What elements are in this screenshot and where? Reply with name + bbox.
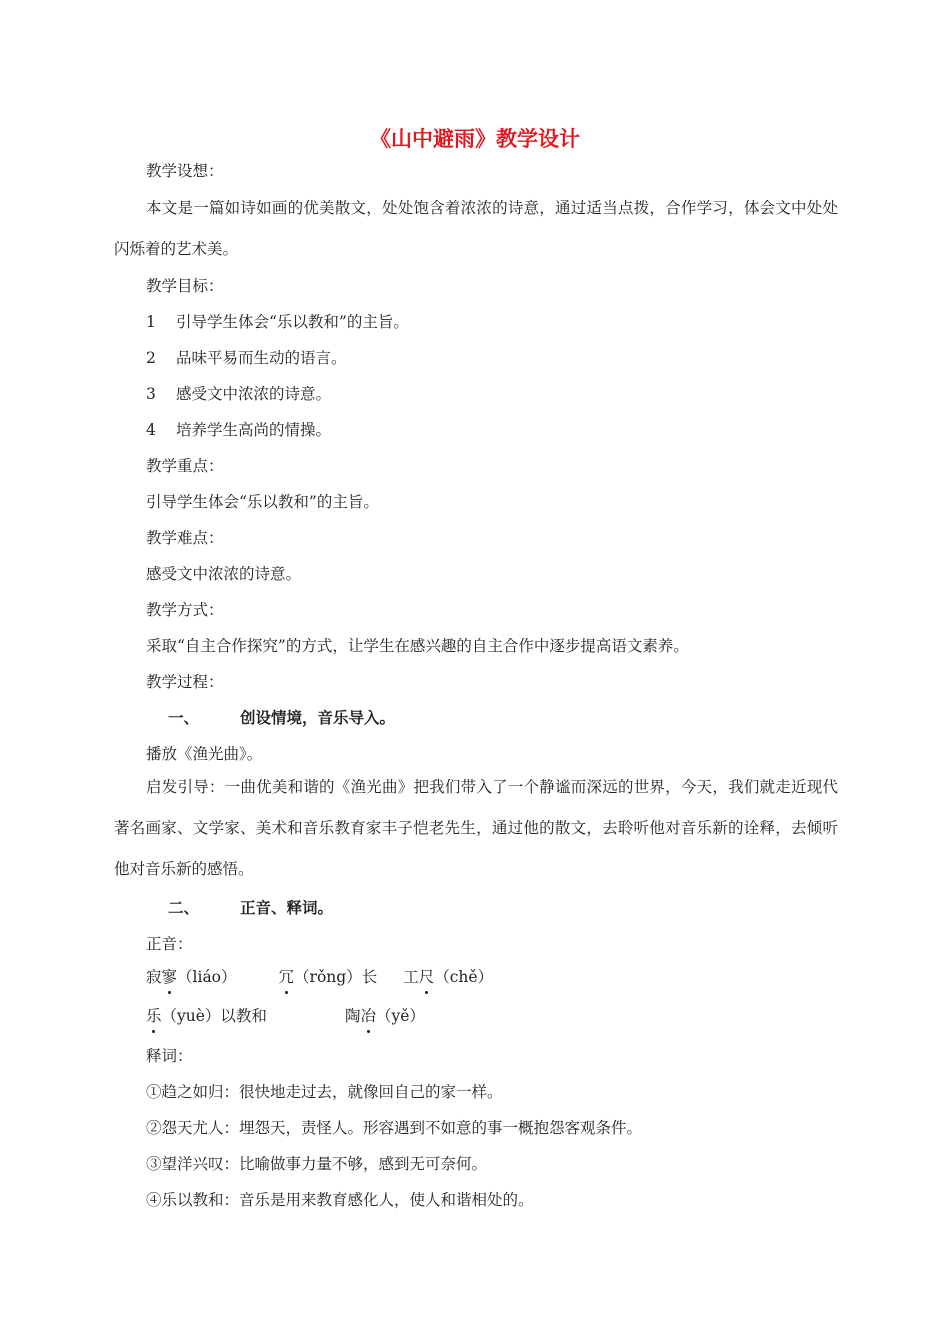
key-point-text: 引导学生体会“乐以教和”的主旨。 [146, 493, 379, 511]
pron-row [146, 966, 493, 988]
key-point-heading: 教学重点： [146, 457, 224, 475]
pron-item: 寂寥（liáo） [146, 968, 237, 986]
goal-item [146, 419, 331, 441]
goal-text: 感受文中浓浓的诗意。 [176, 385, 332, 403]
design-idea-heading: 教学设想： [146, 162, 224, 180]
emphasis-char: 冗 [278, 968, 295, 986]
play-text: 播放《渔光曲》。 [146, 745, 263, 763]
section-title: 创设情境，音乐导入。 [240, 709, 396, 727]
vocab-item: ④乐以教和：音乐是用来教育感化人，使人和谐相处的。 [146, 1191, 534, 1209]
pron-item: 乐（yuè）以教和 [146, 1007, 267, 1025]
document-title: 《山中避雨》教学设计 [370, 127, 580, 151]
emphasis-char: 尺 [418, 968, 435, 986]
goal-item [146, 347, 347, 369]
section-heading [168, 707, 395, 729]
emphasis-char: 寥 [161, 968, 178, 986]
goal-item [146, 383, 331, 405]
pron-item: 工尺（chě） [403, 968, 494, 986]
section-num: 二、 [168, 899, 200, 917]
emphasis-char: 乐 [146, 1007, 162, 1025]
pron-item: 陶冶（yě） [344, 1007, 425, 1025]
pron-heading: 正音： [146, 935, 193, 953]
goal-text: 品味平易而生动的语言。 [176, 349, 347, 367]
section-num: 一、 [168, 709, 200, 727]
goal-text: 引导学生体会“乐以教和”的主旨。 [176, 313, 409, 331]
pron-row [146, 1005, 425, 1027]
goal-text: 培养学生高尚的情操。 [176, 421, 332, 439]
goals-heading: 教学目标： [146, 277, 224, 295]
vocab-item: ②怨天尤人：埋怨天，责怪人。形容遇到不如意的事一概抱怨客观条件。 [146, 1119, 643, 1137]
goal-num: 2 [146, 349, 156, 367]
vocab-item: ③望洋兴叹：比喻做事力量不够，感到无可奈何。 [146, 1155, 488, 1173]
process-heading: 教学过程： [146, 673, 224, 691]
guide-text: 启发引导：一曲优美和谐的《渔光曲》把我们带入了一个静谧而深远的世界，今天，我们就走近现代著名画家、文学家、美术和音乐教育家丰子恺老先生，通过他的散文，去聆听他对音乐新的诠释，去倾听他对音乐新的感悟。 [114, 778, 838, 878]
goal-num: 3 [146, 385, 156, 403]
goal-item [146, 311, 409, 333]
difficulty-heading: 教学难点： [146, 529, 224, 547]
method-heading: 教学方式： [146, 601, 224, 619]
difficulty-text: 感受文中浓浓的诗意。 [146, 565, 302, 583]
section-title: 正音、释词。 [240, 899, 334, 917]
design-idea-text: 本文是一篇如诗如画的优美散文，处处饱含着浓浓的诗意，通过适当点拨，合作学习，体会文中处处闪烁着的艺术美。 [114, 199, 838, 258]
goal-num: 1 [146, 313, 156, 331]
emphasis-char: 冶 [360, 1007, 376, 1025]
vocab-heading: 释词： [146, 1047, 193, 1065]
method-text: 采取“自主合作探究”的方式，让学生在感兴趣的自主合作中逐步提高语文素养。 [146, 637, 689, 655]
goal-num: 4 [146, 421, 156, 439]
section-heading [168, 897, 333, 919]
vocab-item: ①趋之如归：很快地走过去，就像回自己的家一样。 [146, 1083, 503, 1101]
pron-item: 冗（rǒng）长 [278, 968, 378, 986]
